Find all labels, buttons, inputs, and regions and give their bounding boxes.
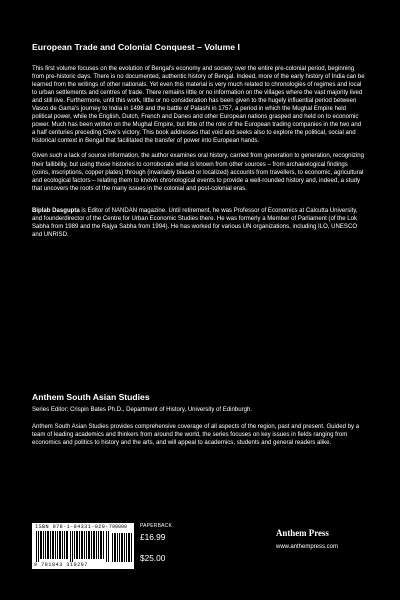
barcode-addon-bars bbox=[112, 531, 132, 562]
author-bio-text: is Editor of NANDAN magazine. Until retirement, he was Professor of Economics at Calcutta University, and founderdirector of the Centre for Urban Economic Studies there. He was formerly a Member of Parliament (of the Lok Sabha from 1989 and the Rajya Sabha from 1994). He has worked for various UN organizations, including ILO, UNESCO and UNRISD. bbox=[32, 207, 358, 238]
barcode-addon-digits: 90000 bbox=[112, 524, 128, 530]
series-editor: Series Editor: Crispin Bates Ph.D., Department of History, University of Edinburgh. bbox=[32, 407, 253, 413]
author-bio bbox=[32, 207, 366, 239]
barcode-bars bbox=[36, 531, 110, 562]
series-description: Anthem South Asian Studies provides comprehensive coverage of all aspects of the region, past and present. Guided by a team of leading academics and thinkers from around the world, the series focuses on key issues in fields ranging from economics and politics to history and the arts, and will appeal to academics, students and general readers alike. bbox=[32, 424, 360, 447]
publisher-name: Anthem Press bbox=[276, 528, 329, 538]
format-label: PAPERBACK bbox=[140, 523, 172, 529]
publisher-url: www.anthempress.com bbox=[276, 544, 339, 550]
isbn-barcode bbox=[32, 523, 134, 569]
book-title: European Trade and Colonial Conquest – Volume I bbox=[32, 42, 240, 52]
isbn-text: ISBN 978-1-84331-029-7 bbox=[35, 524, 113, 530]
publisher-block bbox=[276, 528, 376, 550]
description-paragraph-2: Given such a lack of source information, the author examines oral history, carried from generation to generation, recognizing their fallibility, but using those histories to corroborate what is known from other sources – from archaeological findings (coins, inscriptions, copper plates) through (invariably biased or localized) accounts from travellers, to economic, agricultural and ecological factors – relating them to known chronological events to provide a well-rounded history and, indeed, a study that uncovers the roots of the many issues in the colonial and post-colonial eras. bbox=[32, 153, 364, 192]
series-title: Anthem South Asian Studies bbox=[32, 392, 150, 402]
price-block bbox=[140, 523, 188, 569]
barcode-digits: 9 781843 310297 bbox=[34, 562, 89, 568]
series-block bbox=[32, 392, 366, 447]
main-text-block bbox=[32, 42, 366, 246]
description-paragraph-1: This first volume focuses on the evolution of Bengal's economy and society over the entire pre-colonial period, beginning from pre-historic days. There is no documented, authentic history of Bengal. Indeed, more of the early history of India can be learned from the writings of other nationals. Yet even this material is very much related to chronologies of regimes and local to urban settlements and centres of trade. There remains little or no information on the villages where the vast majority lived and still live. Furthermore, until this work, little or no consideration has been given to the hugely influential period between Vasco de Gama's journey to India in 1498 and the battle of Palashi in 1757, a period in which the Mughal Empire held political power, while the English, Dutch, French and Danes and other European nations grasped and held on to economic power. Much has been written on the Mughal Empire, but little of the role of the European trading companies in the two and a half centuries preceding Clive's victory. This book addresses that void and seeks also to explore the political, social and historical context in Bengal that facilitated the transfer of power into European hands. bbox=[32, 66, 365, 145]
author-name: Biplab Dasgupta bbox=[32, 207, 80, 214]
price-usd: $25.00 bbox=[140, 553, 166, 563]
price-gbp: £16.99 bbox=[140, 532, 166, 542]
